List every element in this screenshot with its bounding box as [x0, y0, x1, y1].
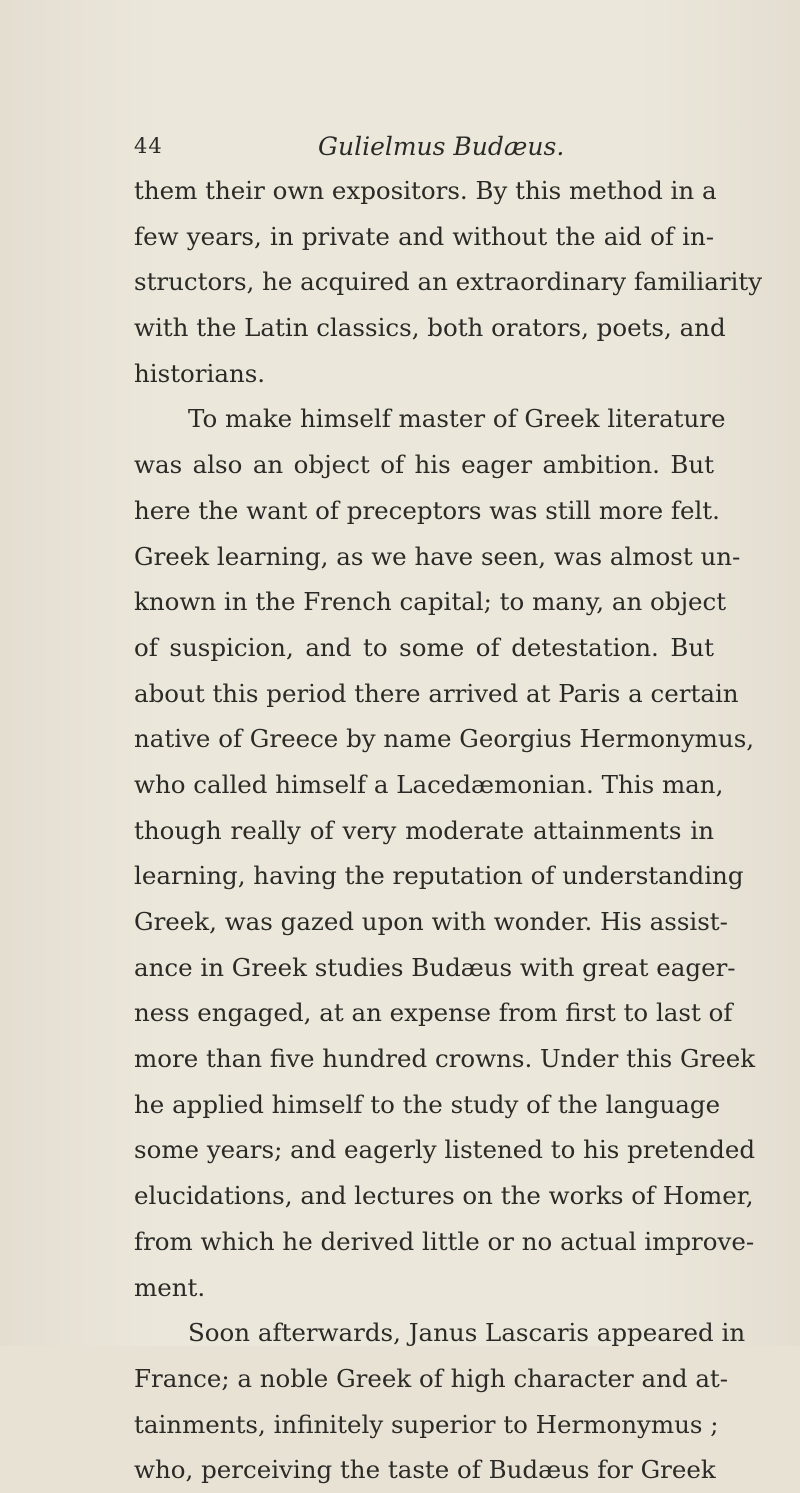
body-text — [134, 168, 763, 1493]
text-line: some years; and eagerly listened to his pretended — [134, 1135, 756, 1165]
text-line: more than five hundred crowns. Under this Greek — [134, 1044, 756, 1074]
text-line: learning, having the reputation of understanding — [134, 861, 744, 891]
text-line: few years, in private and without the aid of in- — [134, 221, 714, 251]
text-line: from which he derived little or no actual improve- — [134, 1226, 755, 1256]
text-line: them their own expositors. By this method in a — [134, 176, 717, 205]
text-line: was also an object of his eager ambition. But — [134, 450, 714, 480]
text-line: here the want of preceptors was still more felt. — [134, 495, 720, 525]
text-line: native of Greece by name Georgius Hermonymus, — [134, 724, 755, 754]
text-line: Greek learning, as we have seen, was almost un- — [134, 541, 741, 571]
text-line: ness engaged, at an expense from first to last of — [134, 998, 733, 1028]
text-line: of suspicion, and to some of detestation. But — [134, 632, 714, 662]
text-line: structors, he acquired an extraordinary familiarity — [134, 267, 763, 297]
text-line: ance in Greek studies Budæus with great eager- — [134, 952, 736, 982]
text-line: about this period there arrived at Paris a certain — [134, 678, 739, 708]
text-line: with the Latin classics, both orators, poets, and — [134, 313, 726, 343]
text-line: France; a noble Greek of high character and at- — [134, 1363, 729, 1393]
text-line: though really of very moderate attainments in — [134, 815, 714, 845]
text-line: known in the French capital; to many, an object — [134, 587, 727, 617]
text-line: he applied himself to the study of the language — [134, 1089, 721, 1119]
text-line: who called himself a Lacedæmonian. This man, — [134, 769, 724, 799]
text-line: historians. — [134, 358, 266, 388]
text-line: tainments, infinitely superior to Hermonymus ; — [134, 1409, 719, 1439]
page-number: 44 — [134, 134, 163, 158]
text-line: Greek, was gazed upon with wonder. His assist- — [134, 907, 728, 936]
paragraph-start: Soon afterwards, Janus Lascaris appeared in — [188, 1318, 746, 1348]
text-line: who, perceiving the taste of Budæus for Greek — [134, 1455, 716, 1485]
text-line: elucidations, and lectures on the works of Homer, — [134, 1181, 754, 1211]
page-header — [134, 134, 714, 168]
text-line: ment. — [134, 1272, 206, 1302]
paragraph-start: To make himself master of Greek literature — [188, 404, 726, 434]
running-head: Gulielmus Budæus. — [318, 132, 565, 161]
